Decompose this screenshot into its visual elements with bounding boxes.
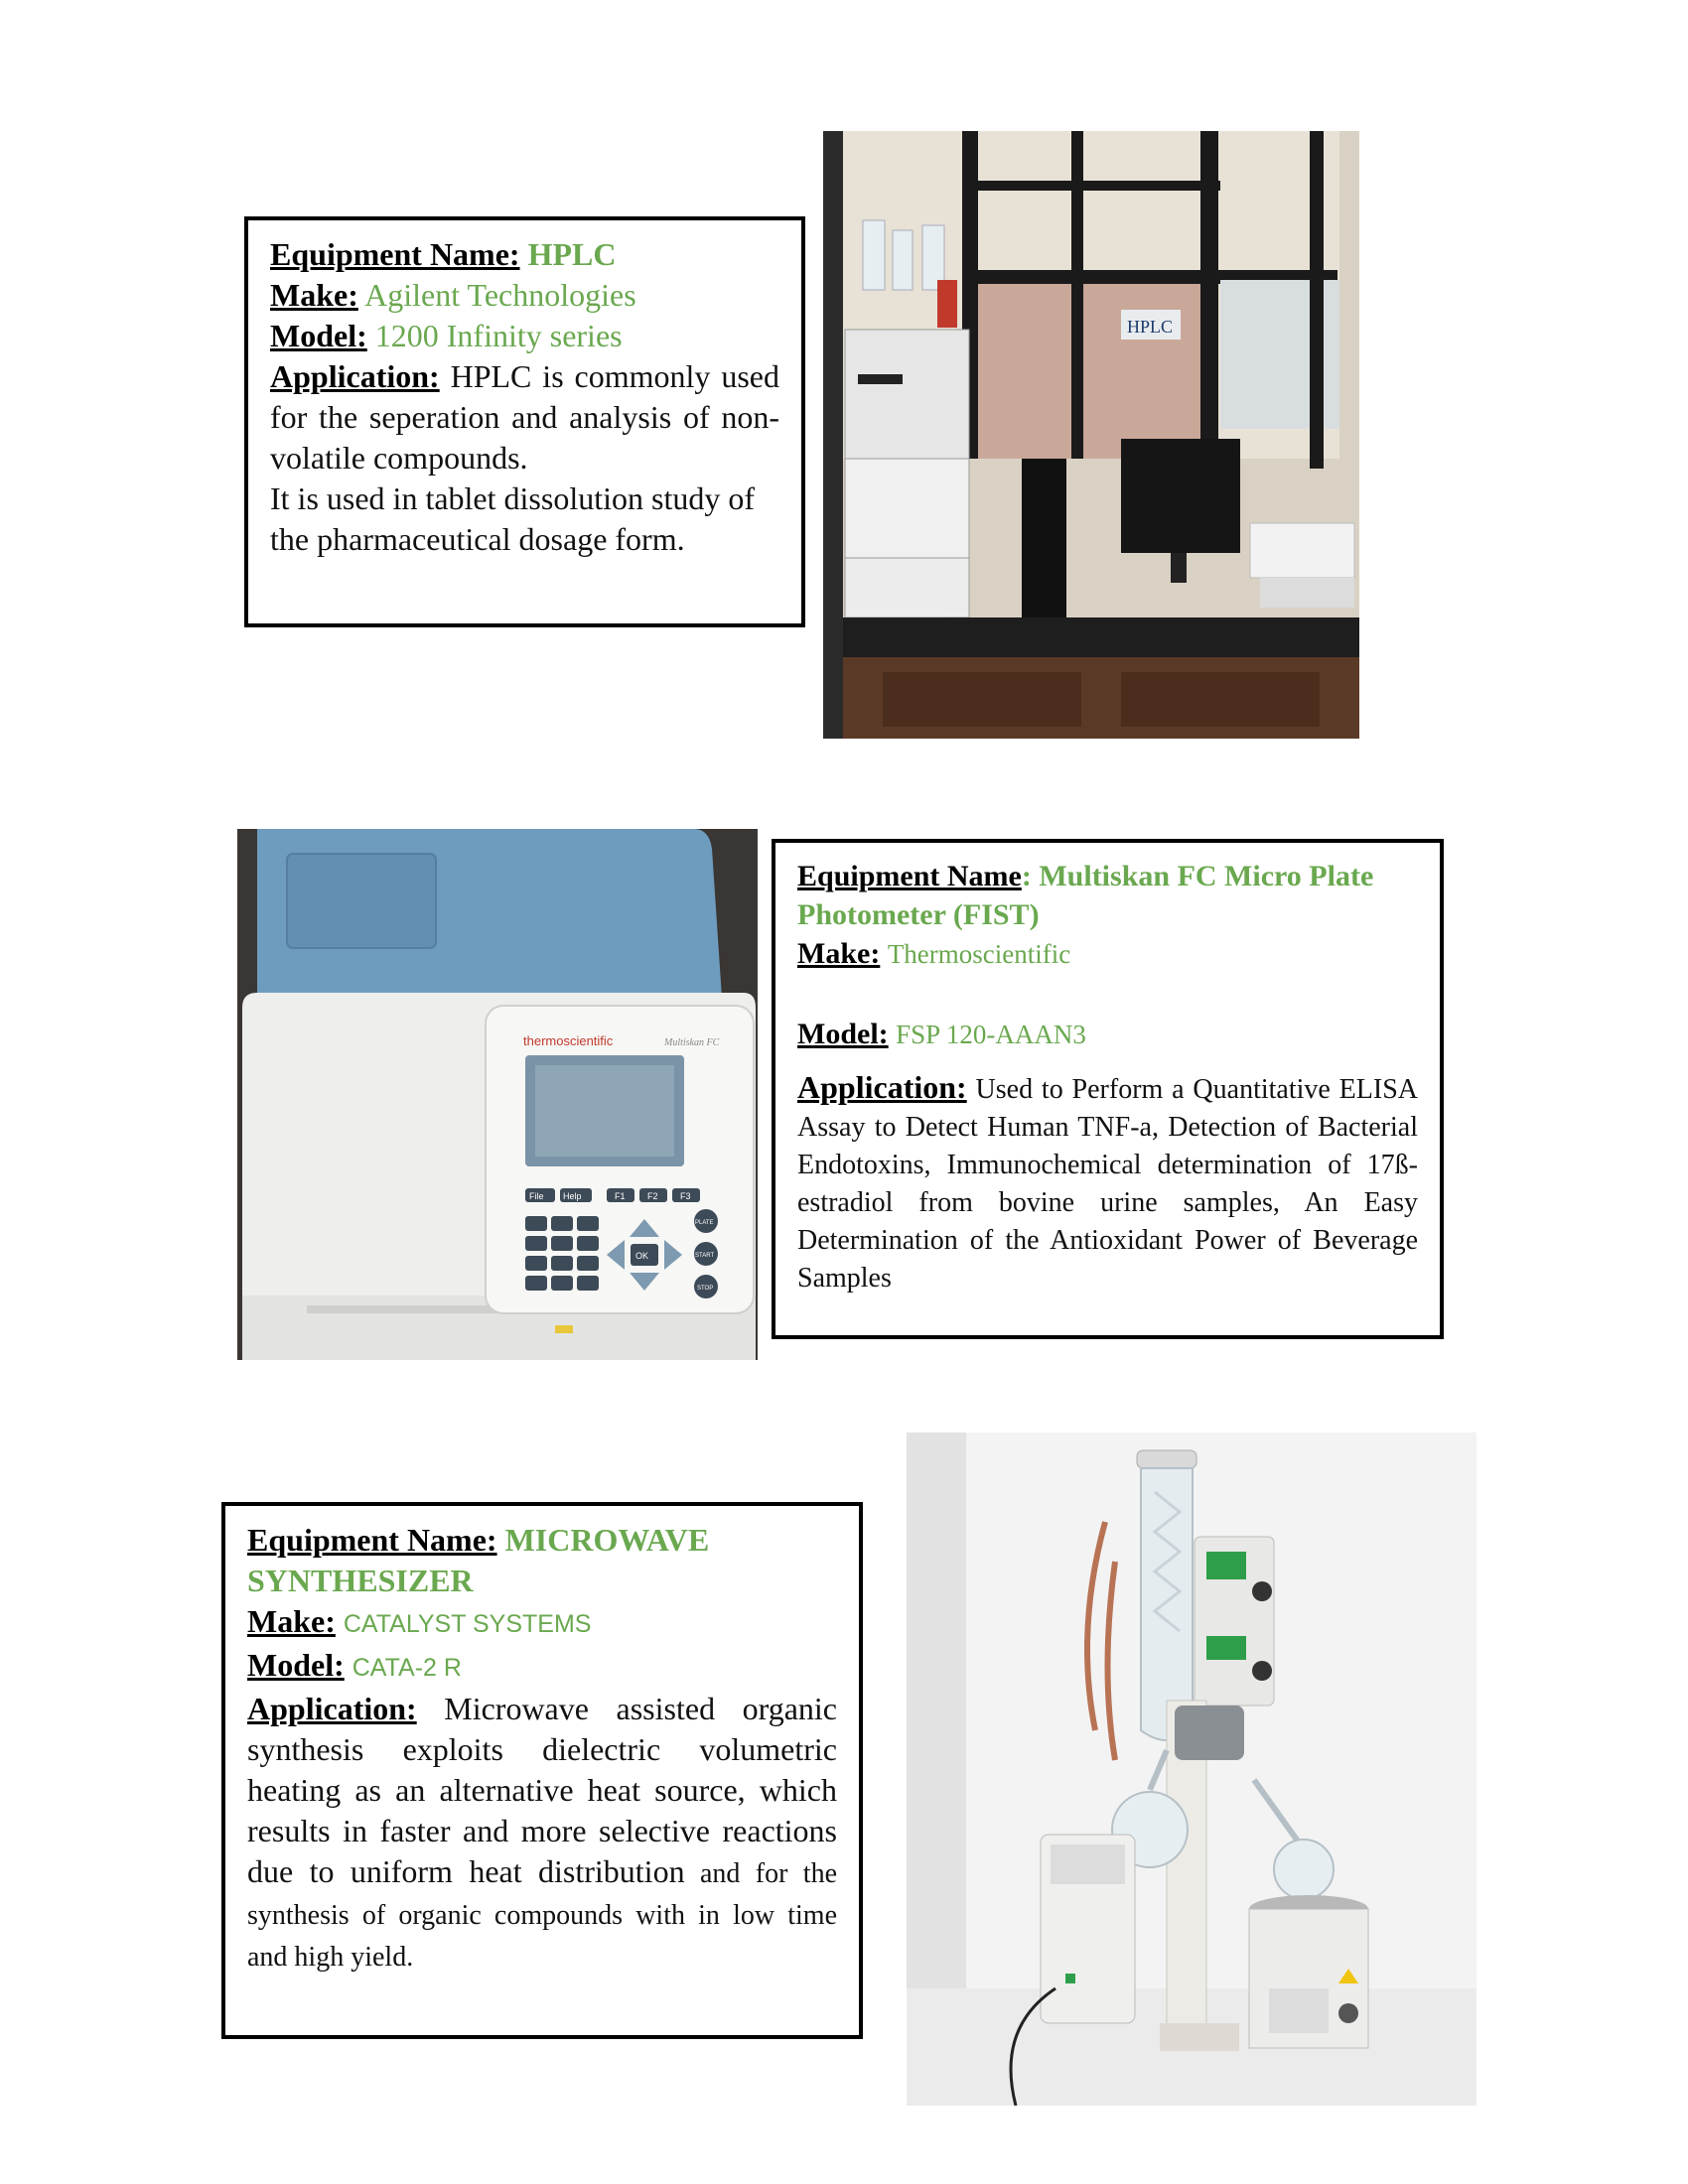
microwave-info-box: [221, 1502, 863, 2039]
make-label: Make:: [797, 937, 881, 970]
key-file: File: [529, 1191, 544, 1201]
equipment-name-line: [247, 1520, 837, 1601]
hplc-info-box: [244, 216, 805, 627]
model-line: [797, 1015, 1418, 1054]
equipment-name-colon: :: [1021, 860, 1032, 892]
key-start: START: [695, 1253, 715, 1259]
model-value: 1200 Infinity series: [374, 318, 623, 353]
hplc-sign-text: HPLC: [1127, 317, 1174, 337]
equipment-name-value: MICROWAVE SYNTHESIZER: [247, 1522, 710, 1598]
equipment-name-value: HPLC: [527, 236, 617, 272]
application-label: Application:: [797, 1069, 967, 1105]
multiskan-photo: [237, 829, 758, 1360]
equipment-name-label: Equipment Name:: [270, 236, 520, 272]
make-line: [270, 275, 779, 316]
application-paragraph: [797, 1068, 1418, 1297]
make-label: Make:: [247, 1603, 336, 1639]
model-value: FSP 120-AAAN3: [896, 1020, 1086, 1049]
make-line: [247, 1601, 837, 1645]
make-value: Thermoscientific: [887, 939, 1071, 969]
application-text: HPLC is commonly used for the seperation and analysis of non-volatile compounds.: [270, 358, 779, 476]
key-ok: OK: [635, 1251, 649, 1261]
hplc-photo: [823, 131, 1359, 739]
application-label: Application:: [270, 358, 440, 394]
model-label: Model:: [247, 1647, 345, 1683]
microwave-photo: [907, 1433, 1477, 2106]
model-label: Model:: [270, 318, 367, 353]
key-f2: F2: [647, 1191, 658, 1201]
key-plate: PLATE: [695, 1220, 714, 1226]
application-paragraph: [247, 1689, 837, 1977]
application-text: Microwave assisted organic synthesis exploits dielectric volumetric heating as an alternative heat source, which results in faster and more selective reactions due to uniform heat distribution: [247, 1691, 837, 1889]
key-f1: F1: [615, 1191, 626, 1201]
application-label: Application:: [247, 1691, 417, 1726]
photo-model-text: Multiskan FC: [664, 1037, 720, 1048]
key-help: Help: [563, 1191, 582, 1201]
model-value: CATA-2 R: [352, 1654, 462, 1682]
make-label: Make:: [270, 277, 358, 313]
model-label: Model:: [797, 1018, 889, 1050]
equipment-name-line: [797, 857, 1418, 934]
equipment-name-line: [270, 234, 779, 275]
model-line: [247, 1645, 837, 1689]
equipment-name-label: Equipment Name: [797, 860, 1022, 892]
application-paragraph: [270, 356, 779, 478]
equipment-name-label: Equipment Name:: [247, 1522, 497, 1558]
application-paragraph-2: It is used in tablet dissolution study of the pharmaceutical dosage form.: [270, 480, 755, 557]
make-line: [797, 934, 1418, 974]
key-f3: F3: [680, 1191, 691, 1201]
application-text-2: and for the synthesis of organic compounds with in low time and high yield.: [247, 1858, 837, 1973]
key-stop: STOP: [697, 1286, 714, 1292]
model-line: [270, 316, 779, 356]
make-value: CATALYST SYSTEMS: [343, 1610, 592, 1638]
make-value: Agilent Technologies: [364, 277, 636, 313]
multiskan-info-box: [772, 839, 1444, 1339]
photo-brand-text: thermoscientific: [523, 1033, 614, 1048]
equipment-name-value: Multiskan FC Micro Plate Photometer (FIST): [797, 860, 1374, 931]
application-text: Used to Perform a Quantitative ELISA Assay to Detect Human TNF-a, Detection of Bacterial Endotoxins, Immunochemical determination of 17ß-estradiol from bovine urine samples, An Easy Determination of the Antioxidant Power of Beverage Samples: [797, 1074, 1418, 1294]
